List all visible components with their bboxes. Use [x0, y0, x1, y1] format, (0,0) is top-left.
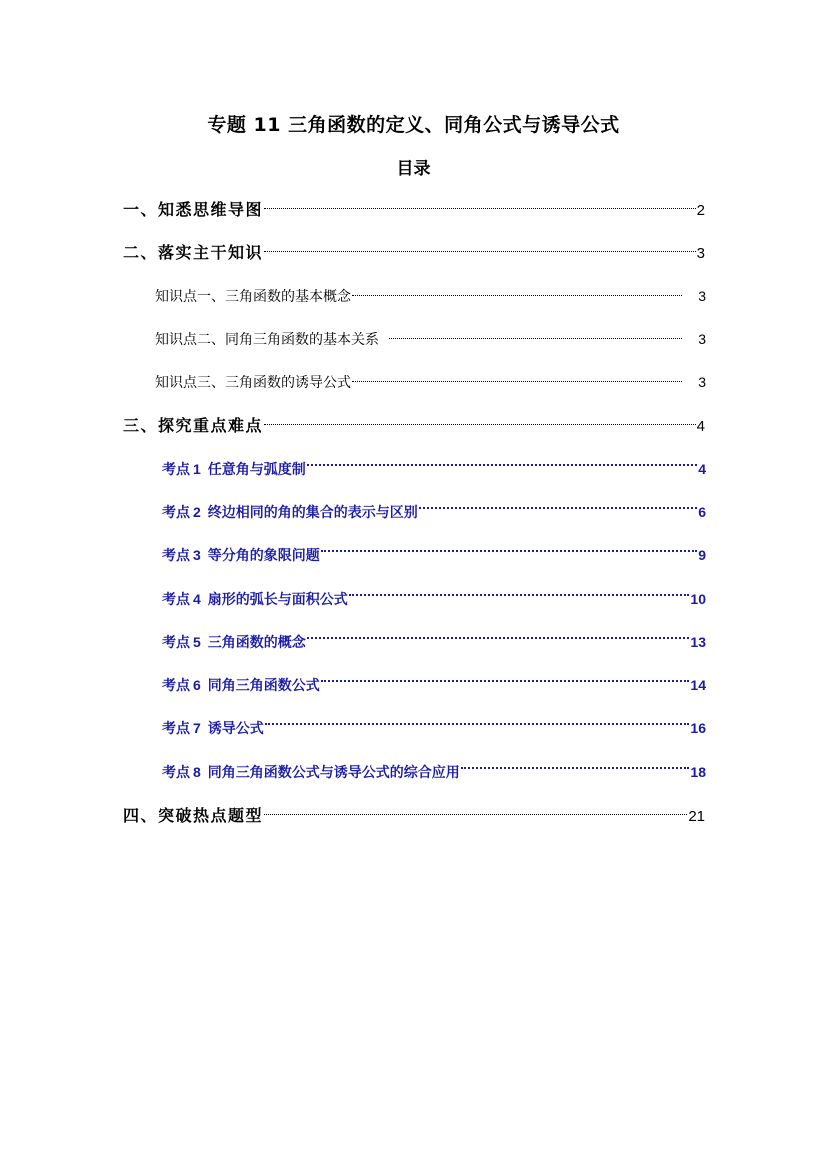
dot-leader — [307, 464, 697, 466]
topic-title: 同角三角函数公式 — [207, 678, 320, 694]
topic-number: 5 — [193, 634, 201, 650]
toc-entry-label — [162, 631, 306, 654]
topic-title: 三角函数的概念 — [207, 635, 306, 651]
dot-leader — [307, 637, 690, 639]
toc-entry-topic-4[interactable] — [162, 588, 706, 610]
toc-entry-label: 二、落实主干知识 — [123, 243, 264, 262]
toc-entry-topic-1[interactable] — [162, 458, 706, 480]
topic-title: 等分角的象限问题 — [207, 548, 320, 564]
toc-page-number: 18 — [690, 764, 706, 780]
toc-entry-label — [162, 588, 348, 611]
topic-number: 4 — [193, 591, 201, 607]
dot-leader — [264, 424, 696, 425]
topic-prefix: 考点 — [162, 721, 190, 737]
topic-number: 7 — [193, 720, 201, 736]
toc-page-number: 2 — [696, 202, 705, 219]
topic-prefix: 考点 — [162, 635, 190, 651]
toc-entry-knowledge-point-2[interactable] — [155, 328, 706, 350]
toc-page-number: 3 — [698, 331, 706, 347]
toc-page-number: 4 — [696, 418, 705, 435]
dot-leader — [264, 208, 696, 209]
toc-entry-label — [162, 674, 320, 697]
toc-entry-topic-5[interactable] — [162, 631, 706, 653]
topic-title: 同角三角函数公式与诱导公式的综合应用 — [207, 765, 460, 781]
toc-entry-label: 一、知悉思维导图 — [123, 200, 264, 219]
toc-entry-hot-topics[interactable] — [123, 805, 705, 827]
dot-leader — [349, 594, 690, 596]
toc-entry-key-difficulties[interactable] — [123, 415, 705, 437]
toc-entry-topic-7[interactable] — [162, 717, 706, 739]
toc-entry-label — [162, 458, 306, 481]
dot-leader — [461, 767, 690, 769]
topic-prefix: 考点 — [162, 592, 190, 608]
toc-entry-label — [162, 761, 460, 784]
toc-page-number: 21 — [688, 808, 705, 825]
dot-leader — [264, 251, 696, 252]
toc-page-number: 9 — [698, 547, 706, 563]
toc-entry-topic-6[interactable] — [162, 674, 706, 696]
toc-page-number: 6 — [698, 504, 706, 520]
toc-entry-topic-8[interactable] — [162, 761, 706, 783]
dot-leader — [419, 507, 697, 509]
toc-entry-label — [162, 717, 264, 740]
toc-page-number: 13 — [690, 634, 706, 650]
topic-title: 终边相同的角的集合的表示与区别 — [207, 505, 418, 521]
dot-leader — [352, 381, 682, 382]
toc-page-number: 4 — [698, 461, 706, 477]
topic-prefix: 考点 — [162, 678, 190, 694]
toc-entry-label: 四、突破热点题型 — [123, 806, 264, 825]
topic-title: 扇形的弧长与面积公式 — [207, 592, 348, 608]
topic-prefix: 考点 — [162, 462, 190, 478]
dot-leader — [321, 680, 690, 682]
toc-entry-topic-2[interactable] — [162, 501, 706, 523]
toc-page-number: 16 — [690, 720, 706, 736]
toc-page-number: 14 — [690, 677, 706, 693]
toc-page-number: 10 — [690, 591, 706, 607]
topic-prefix: 考点 — [162, 765, 190, 781]
topic-title: 诱导公式 — [207, 721, 264, 737]
toc-entry-core-knowledge[interactable] — [123, 242, 705, 264]
topic-number: 2 — [193, 504, 201, 520]
topic-number: 6 — [193, 677, 201, 693]
dot-leader — [352, 295, 682, 296]
topic-number: 1 — [193, 461, 201, 477]
topic-prefix: 考点 — [162, 548, 190, 564]
toc-entry-label: 三、探究重点难点 — [123, 416, 264, 435]
toc-page-number: 3 — [698, 288, 706, 304]
toc-entry-mind-map[interactable] — [123, 199, 705, 221]
toc-heading: 目录 — [396, 159, 431, 179]
dot-leader — [264, 814, 687, 815]
toc-page-number: 3 — [698, 374, 706, 390]
toc-entry-label: 知识点一、三角函数的基本概念 — [155, 289, 351, 305]
toc-entry-knowledge-point-3[interactable] — [155, 371, 706, 393]
dot-leader — [321, 550, 697, 552]
toc-entry-label — [162, 501, 418, 524]
topic-title: 任意角与弧度制 — [207, 462, 306, 478]
toc-entry-label: 知识点三、三角函数的诱导公式 — [155, 375, 351, 391]
document-title: 专题 11 三角函数的定义、同角公式与诱导公式 — [207, 114, 620, 136]
toc-entry-label — [162, 544, 320, 567]
topic-prefix: 考点 — [162, 505, 190, 521]
topic-number: 3 — [193, 547, 201, 563]
toc-page-number: 3 — [696, 245, 705, 262]
toc-entry-topic-3[interactable] — [162, 544, 706, 566]
toc-entry-knowledge-point-1[interactable] — [155, 285, 706, 307]
dot-leader — [265, 723, 690, 725]
toc-entry-label: 知识点二、同角三角函数的基本关系 — [155, 332, 379, 348]
dot-leader — [389, 338, 682, 339]
topic-number: 8 — [193, 764, 201, 780]
